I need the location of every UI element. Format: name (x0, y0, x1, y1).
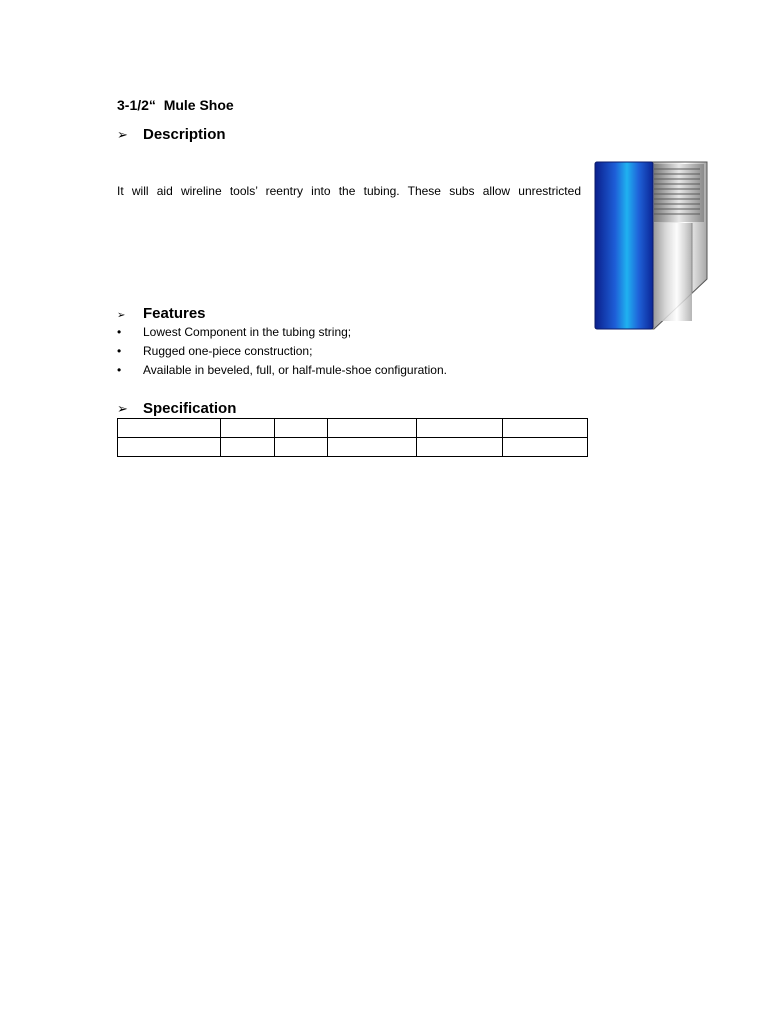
arrow-bullet-icon: ➢ (117, 310, 126, 321)
table-cell (275, 438, 328, 457)
table-cell (503, 419, 588, 438)
table-cell (221, 419, 275, 438)
table-row (118, 438, 588, 457)
bullet-icon: • (117, 325, 122, 339)
arrow-bullet-icon: ➢ (117, 401, 128, 416)
list-item (117, 344, 447, 363)
arrow-bullet-icon: ➢ (117, 127, 128, 142)
feature-text: Available in beveled, full, or half-mule-shoe configuration. (143, 363, 447, 377)
description-heading-label: Description (143, 126, 226, 143)
feature-text: Rugged one-piece construction; (143, 344, 313, 358)
list-item (117, 363, 447, 382)
features-heading (117, 305, 206, 322)
bullet-icon: • (117, 344, 122, 358)
description-text: It will aid wireline tools’ reentry into the tubing. These subs allow unrestricted (117, 184, 581, 198)
specification-table (117, 418, 588, 457)
page-title: 3-1/2“ Mule Shoe (117, 97, 234, 113)
description-heading (117, 126, 226, 143)
table-cell (417, 438, 503, 457)
feature-text: Lowest Component in the tubing string; (143, 325, 352, 339)
bullet-icon: • (117, 363, 122, 377)
table-cell (417, 419, 503, 438)
mule-shoe-image (594, 161, 712, 331)
specification-heading-label: Specification (143, 400, 237, 417)
table-cell (221, 438, 275, 457)
table-cell (328, 438, 417, 457)
specification-heading (117, 400, 236, 417)
table-cell (328, 419, 417, 438)
table-row (118, 419, 588, 438)
features-list (117, 325, 447, 382)
table-cell (118, 438, 221, 457)
table-cell (275, 419, 328, 438)
features-heading-label: Features (143, 305, 206, 322)
table-cell (118, 419, 221, 438)
list-item (117, 325, 447, 344)
table-cell (503, 438, 588, 457)
